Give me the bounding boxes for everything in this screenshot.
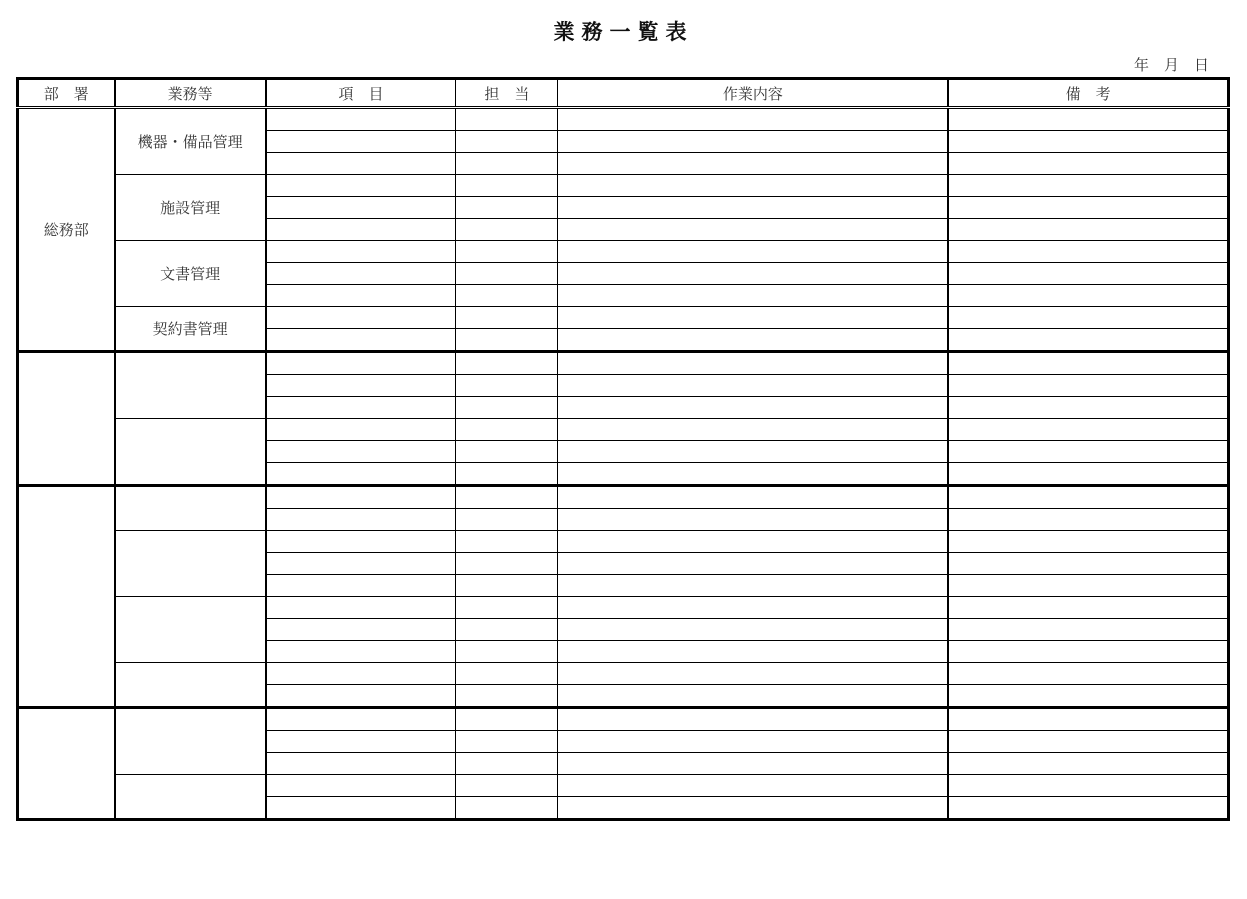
task-cell[interactable] — [115, 775, 266, 820]
work-cell[interactable] — [558, 397, 948, 419]
item-cell[interactable] — [266, 307, 456, 329]
owner-cell[interactable] — [456, 108, 558, 131]
item-cell[interactable] — [266, 219, 456, 241]
owner-cell[interactable] — [456, 641, 558, 663]
owner-cell[interactable] — [456, 753, 558, 775]
work-cell[interactable] — [558, 641, 948, 663]
table-row — [18, 531, 1229, 553]
table-row — [18, 352, 1229, 375]
notes-cell[interactable] — [948, 641, 1228, 663]
owner-cell[interactable] — [456, 663, 558, 685]
notes-cell[interactable] — [948, 131, 1228, 153]
work-cell[interactable] — [558, 753, 948, 775]
notes-cell[interactable] — [948, 685, 1228, 708]
work-cell[interactable] — [558, 241, 948, 263]
notes-cell[interactable] — [948, 219, 1228, 241]
item-cell[interactable] — [266, 619, 456, 641]
item-cell[interactable] — [266, 641, 456, 663]
item-cell[interactable] — [266, 375, 456, 397]
notes-cell[interactable] — [948, 241, 1228, 263]
owner-cell[interactable] — [456, 486, 558, 509]
item-cell[interactable] — [266, 397, 456, 419]
task-cell[interactable]: 機器・備品管理 — [115, 108, 266, 175]
item-cell[interactable] — [266, 509, 456, 531]
item-cell[interactable] — [266, 175, 456, 197]
dept-cell[interactable]: 総務部 — [18, 108, 115, 352]
item-cell[interactable] — [266, 663, 456, 685]
work-cell[interactable] — [558, 329, 948, 352]
notes-cell[interactable] — [948, 419, 1228, 441]
item-cell[interactable] — [266, 731, 456, 753]
notes-cell[interactable] — [948, 441, 1228, 463]
notes-cell[interactable] — [948, 397, 1228, 419]
work-cell[interactable] — [558, 463, 948, 486]
table-row — [18, 663, 1229, 685]
task-cell[interactable] — [115, 486, 266, 531]
task-cell[interactable] — [115, 708, 266, 775]
notes-cell[interactable] — [948, 663, 1228, 685]
owner-cell[interactable] — [456, 797, 558, 820]
item-cell[interactable] — [266, 753, 456, 775]
owner-cell[interactable] — [456, 708, 558, 731]
header-work: 作業内容 — [558, 79, 948, 108]
owner-cell[interactable] — [456, 153, 558, 175]
item-cell[interactable] — [266, 708, 456, 731]
task-cell[interactable]: 契約書管理 — [115, 307, 266, 352]
notes-cell[interactable] — [948, 375, 1228, 397]
work-cell[interactable] — [558, 108, 948, 131]
item-cell[interactable] — [266, 597, 456, 619]
task-cell[interactable] — [115, 419, 266, 486]
task-list-table — [16, 77, 1230, 821]
work-cell[interactable] — [558, 797, 948, 820]
work-cell[interactable] — [558, 597, 948, 619]
work-cell[interactable] — [558, 285, 948, 307]
dept-cell[interactable] — [18, 352, 115, 486]
work-cell[interactable] — [558, 175, 948, 197]
owner-cell[interactable] — [456, 175, 558, 197]
table-row — [18, 708, 1229, 731]
item-cell[interactable] — [266, 797, 456, 820]
notes-cell[interactable] — [948, 597, 1228, 619]
notes-cell[interactable] — [948, 463, 1228, 486]
item-cell[interactable] — [266, 441, 456, 463]
work-cell[interactable] — [558, 307, 948, 329]
owner-cell[interactable] — [456, 553, 558, 575]
work-cell[interactable] — [558, 375, 948, 397]
work-cell[interactable] — [558, 263, 948, 285]
header-notes: 備 考 — [948, 79, 1228, 108]
item-cell[interactable] — [266, 463, 456, 486]
item-cell[interactable] — [266, 352, 456, 375]
notes-cell[interactable] — [948, 263, 1228, 285]
item-cell[interactable] — [266, 108, 456, 131]
task-cell[interactable] — [115, 352, 266, 419]
dept-cell[interactable] — [18, 708, 115, 820]
work-cell[interactable] — [558, 486, 948, 509]
owner-cell[interactable] — [456, 463, 558, 486]
notes-cell[interactable] — [948, 175, 1228, 197]
item-cell[interactable] — [266, 486, 456, 509]
item-cell[interactable] — [266, 553, 456, 575]
table-row — [18, 307, 1229, 329]
work-cell[interactable] — [558, 153, 948, 175]
task-cell[interactable] — [115, 597, 266, 663]
header-task: 業務等 — [115, 79, 266, 108]
owner-cell[interactable] — [456, 441, 558, 463]
owner-cell[interactable] — [456, 263, 558, 285]
notes-cell[interactable] — [948, 619, 1228, 641]
notes-cell[interactable] — [948, 307, 1228, 329]
work-cell[interactable] — [558, 708, 948, 731]
task-cell[interactable] — [115, 663, 266, 708]
work-cell[interactable] — [558, 731, 948, 753]
item-cell[interactable] — [266, 775, 456, 797]
notes-cell[interactable] — [948, 486, 1228, 509]
work-cell[interactable] — [558, 531, 948, 553]
work-cell[interactable] — [558, 663, 948, 685]
work-cell[interactable] — [558, 619, 948, 641]
work-cell[interactable] — [558, 131, 948, 153]
work-cell[interactable] — [558, 419, 948, 441]
work-cell[interactable] — [558, 553, 948, 575]
page-title: 業務一覧表 — [553, 20, 694, 44]
item-cell[interactable] — [266, 285, 456, 307]
table-row — [18, 419, 1229, 441]
table-row — [18, 486, 1229, 509]
table-row — [18, 597, 1229, 619]
item-cell[interactable] — [266, 575, 456, 597]
item-cell[interactable] — [266, 241, 456, 263]
work-cell[interactable] — [558, 197, 948, 219]
notes-cell[interactable] — [948, 531, 1228, 553]
owner-cell[interactable] — [456, 375, 558, 397]
owner-cell[interactable] — [456, 531, 558, 553]
notes-cell[interactable] — [948, 731, 1228, 753]
work-cell[interactable] — [558, 775, 948, 797]
table-body — [18, 108, 1229, 820]
notes-cell[interactable] — [948, 329, 1228, 352]
table-row — [18, 175, 1229, 197]
owner-cell[interactable] — [456, 197, 558, 219]
owner-cell[interactable] — [456, 509, 558, 531]
item-cell[interactable] — [266, 419, 456, 441]
notes-cell[interactable] — [948, 575, 1228, 597]
item-cell[interactable] — [266, 685, 456, 708]
work-cell[interactable] — [558, 219, 948, 241]
table-row — [18, 775, 1229, 797]
owner-cell[interactable] — [456, 685, 558, 708]
owner-cell[interactable] — [456, 597, 558, 619]
owner-cell[interactable] — [456, 575, 558, 597]
date-field[interactable]: 年 月 日 — [1133, 56, 1209, 74]
owner-cell[interactable] — [456, 731, 558, 753]
item-cell[interactable] — [266, 197, 456, 219]
header-owner: 担 当 — [456, 79, 558, 108]
work-cell[interactable] — [558, 575, 948, 597]
notes-cell[interactable] — [948, 153, 1228, 175]
notes-cell[interactable] — [948, 197, 1228, 219]
owner-cell[interactable] — [456, 419, 558, 441]
dept-cell[interactable] — [18, 486, 115, 708]
notes-cell[interactable] — [948, 775, 1228, 797]
item-cell[interactable] — [266, 153, 456, 175]
work-cell[interactable] — [558, 352, 948, 375]
work-cell[interactable] — [558, 685, 948, 708]
header-dept: 部 署 — [18, 79, 115, 108]
table-header-row — [18, 79, 1229, 108]
notes-cell[interactable] — [948, 797, 1228, 820]
owner-cell[interactable] — [456, 352, 558, 375]
owner-cell[interactable] — [456, 307, 558, 329]
item-cell[interactable] — [266, 329, 456, 352]
owner-cell[interactable] — [456, 775, 558, 797]
item-cell[interactable] — [266, 263, 456, 285]
owner-cell[interactable] — [456, 219, 558, 241]
notes-cell[interactable] — [948, 352, 1228, 375]
owner-cell[interactable] — [456, 241, 558, 263]
notes-cell[interactable] — [948, 753, 1228, 775]
notes-cell[interactable] — [948, 285, 1228, 307]
task-cell[interactable] — [115, 531, 266, 597]
task-cell[interactable]: 施設管理 — [115, 175, 266, 241]
table-row — [18, 108, 1229, 131]
notes-cell[interactable] — [948, 108, 1228, 131]
work-cell[interactable] — [558, 441, 948, 463]
notes-cell[interactable] — [948, 708, 1228, 731]
owner-cell[interactable] — [456, 397, 558, 419]
owner-cell[interactable] — [456, 285, 558, 307]
notes-cell[interactable] — [948, 509, 1228, 531]
table-row — [18, 241, 1229, 263]
task-cell[interactable]: 文書管理 — [115, 241, 266, 307]
item-cell[interactable] — [266, 531, 456, 553]
owner-cell[interactable] — [456, 619, 558, 641]
owner-cell[interactable] — [456, 131, 558, 153]
header-item: 項 目 — [266, 79, 456, 108]
notes-cell[interactable] — [948, 553, 1228, 575]
item-cell[interactable] — [266, 131, 456, 153]
owner-cell[interactable] — [456, 329, 558, 352]
work-cell[interactable] — [558, 509, 948, 531]
